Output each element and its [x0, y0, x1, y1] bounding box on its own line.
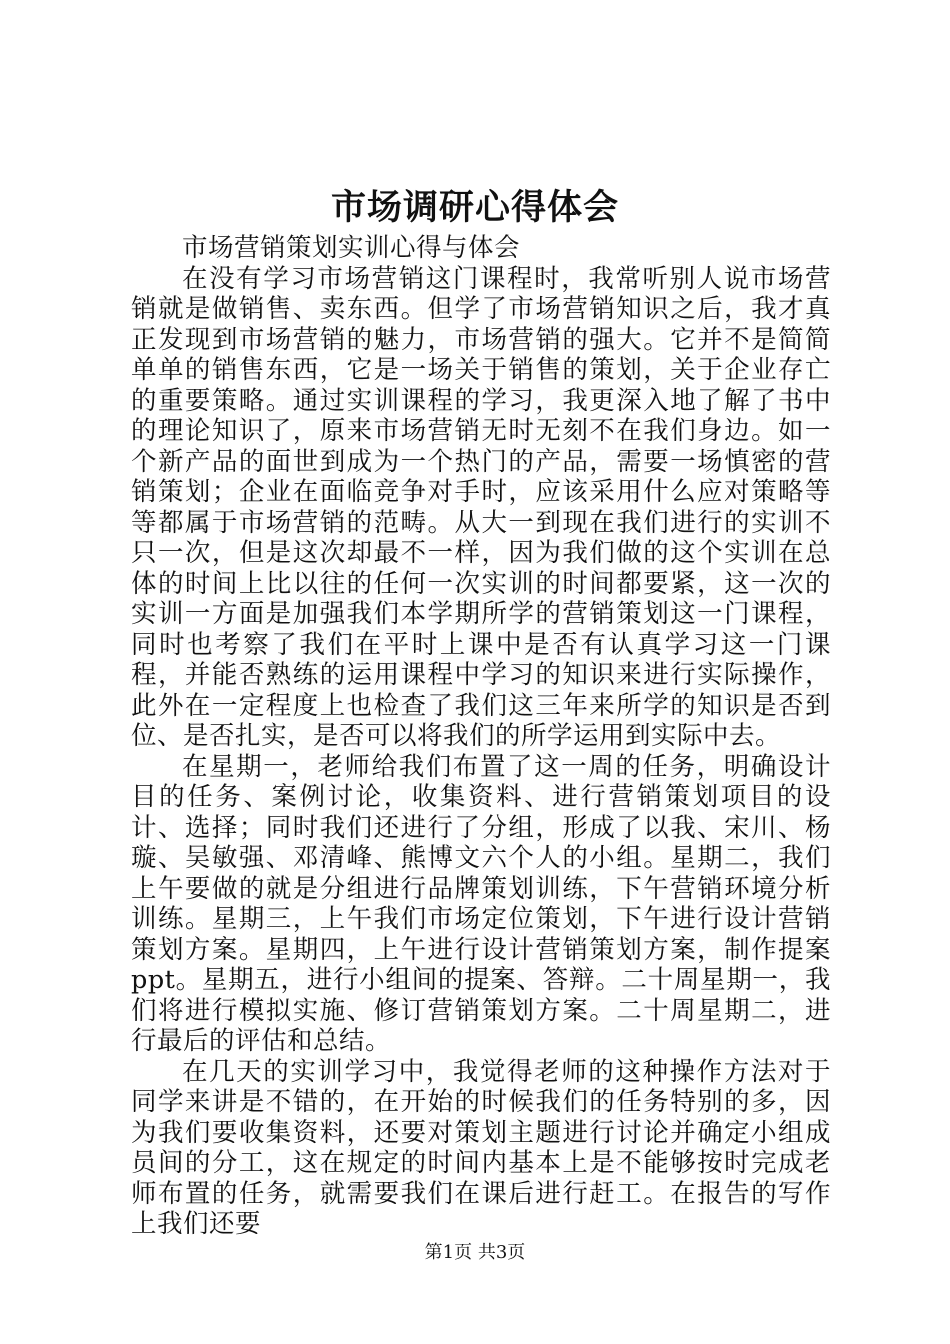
- body-paragraph: 在几天的实训学习中，我觉得老师的这种操作方法对于同学来讲是不错的，在开始的时候我们的任务特别的多，因为我们要收集资料，还要对策划主题进行讨论并确定小组成员间的分工，这在规定的时间内基本上是不能够按时完成老师布置的任务，就需要我们在课后进行赶工。在报告的写作上我们还要: [131, 1056, 831, 1239]
- document-body: [131, 233, 831, 1240]
- body-paragraph: 在星期一，老师给我们布置了这一周的任务，明确设计目的任务、案例讨论，收集资料、进行营销策划项目的设计、选择；同时我们还进行了分组，形成了以我、宋川、杨璇、吴敏强、邓清峰、熊博文六个人的小组。星期二，我们上午要做的就是分组进行品牌策划训练，下午营销环境分析训练。星期三，上午我们市场定位策划，下午进行设计营销策划方案。星期四，上午进行设计营销策划方案，制作提案ppt。星期五，进行小组间的提案、答辩。二十周星期一，我们将进行模拟实施、修订营销策划方案。二十周星期二，进行最后的评估和总结。: [131, 751, 831, 1056]
- page-number-footer: 第1页 共3页: [424, 1242, 526, 1263]
- subtitle-paragraph: 市场营销策划实训心得与体会: [182, 233, 521, 263]
- document-title: 市场调研心得体会: [330, 187, 619, 228]
- body-paragraph: 在没有学习市场营销这门课程时，我常听别人说市场营销就是做销售、卖东西。但学了市场营销知识之后，我才真正发现到市场营销的魅力，市场营销的强大。它并不是简简单单的销售东西，它是一场关于销售的策划，关于企业存亡的重要策略。通过实训课程的学习，我更深入地了解了书中的理论知识了，原来市场营销无时无刻不在我们身边。如一个新产品的面世到成为一个热门的产品，需要一场慎密的营销策划；企业在面临竞争对手时，应该采用什么应对策略等等都属于市场营销的范畴。从大一到现在我们进行的实训不只一次，但是这次却最不一样，因为我们做的这个实训在总体的时间上比以往的任何一次实训的时间都要紧，这一次的实训一方面是加强我们本学期所学的营销策划这一门课程，同时也考察了我们在平时上课中是否有认真学习这一门课程，并能否熟练的运用课程中学习的知识来进行实际操作，此外在一定程度上也检查了我们这三年来所学的知识是否到位、是否扎实，是否可以将我们的所学运用到实际中去。: [131, 263, 831, 751]
